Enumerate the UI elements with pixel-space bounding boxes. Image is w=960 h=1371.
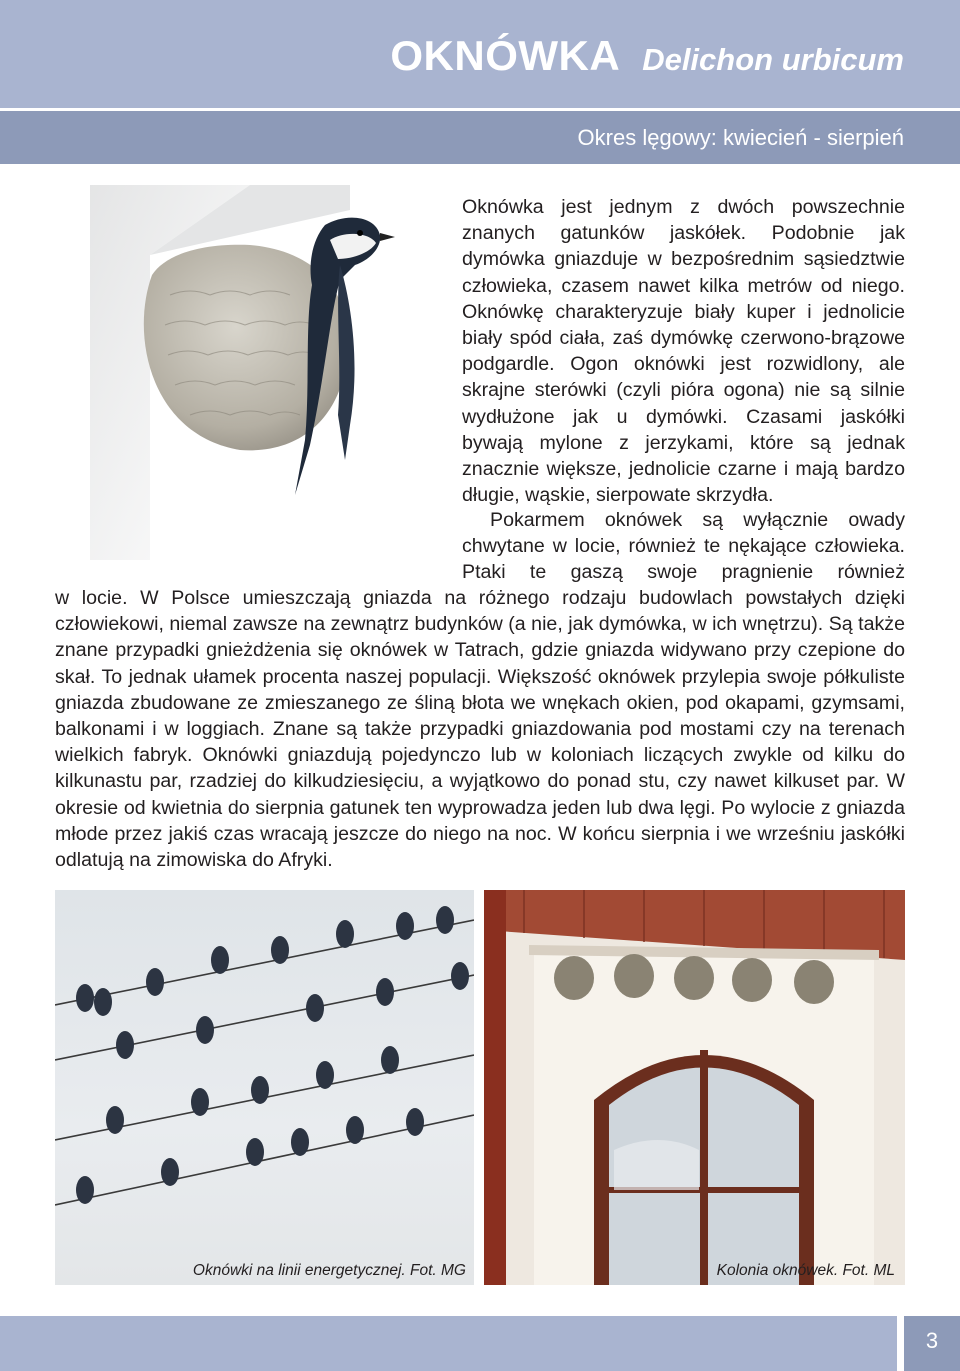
house-martin-nest-illustration — [90, 185, 440, 560]
diet-paragraph-start: Pokarmem oknówek są wyłącznie owady chwytane w locie, również te nękające człowieka. Ptaki te gaszą swoje pragnienie również — [462, 509, 905, 584]
season-band — [0, 111, 960, 164]
footer-band — [0, 1316, 897, 1371]
photo-nest-colony — [484, 890, 905, 1285]
page-title — [390, 32, 904, 80]
breeding-season: Okres lęgowy: kwiecień - sierpień — [577, 125, 904, 150]
latin-name: Delichon urbicum — [642, 42, 904, 77]
diet-paragraph-continued: w locie. W Polsce umieszczają gniazda na różnego rodzaju budowlach powstałych dzięki człowiekowi, niemal zawsze na zewnątrz budynków (a nie, jak dymówka, w ich wnętrzu). Są także znane przypadki gnieżdżenia się oknówek w Tatrach, gdzie gniazda widywano przy czepione do skał. To jednak ułamek procenta naszej populacji. Większość oknówek przylepia swoje półkuliste gniazda zbudowane ze zmieszanego ze śliną błota we wnękach okien, pod okapami, gzymsami, balkonami i w loggiach. Znane są także przypadki gniazdowania pod mostami czy na terenach wielkich fabryk. Oknówki gniazdują pojedynczo lub w koloniach liczących zwykle od kilku do kilkunastu par, rzadziej do kilkudziesięciu, a wyjątkowo do ponad stu, czy nawet kilkuset par. W okresie od kwietnia do sierpnia gatunek ten wyprowadza jeden lub dwa lęgi. Po wylocie z gniazda młode przez jakiś czas wracają jeszcze do niego na noc. W końcu sierpnia i we wrześniu jaskółki odlatują na zimowiska do Afryki. — [55, 587, 905, 872]
species-name: OKNÓWKA — [390, 32, 621, 79]
title-band — [0, 0, 960, 108]
page-number: 3 — [925, 1328, 939, 1353]
left-photo-caption: Oknówki na linii energetycznej. Fot. MG — [192, 1262, 466, 1279]
intro-paragraph: Oknówka jest jednym z dwóch powszechnie znanych gatunków jaskółek. Podobnie jak dymówka gniazduje w bezpośrednim sąsiedztwie człowieka, czasem nawet kilka metrów od niego. Oknówkę charakteryzuje biały kuper i jednolicie biały spód ciała, zaś dymówkę czerwono-brązowe podgardle. Ogon oknówki jest rozwidlony, ale skrajne sterówki (czyli pióra ogona) nie są silnie wydłużone jak u dymówki. Czasami jaskółki bywają mylone z jerzykami, które są jednak znacznie większe, jednolicie czarne i mają bardzo długie, wąskie, sierpowate skrzydła. — [462, 196, 905, 507]
photo-birds-on-power-line — [55, 890, 474, 1285]
page-number-box — [904, 1316, 960, 1371]
right-photo-caption: Kolonia oknówek. Fot. ML — [716, 1262, 895, 1279]
